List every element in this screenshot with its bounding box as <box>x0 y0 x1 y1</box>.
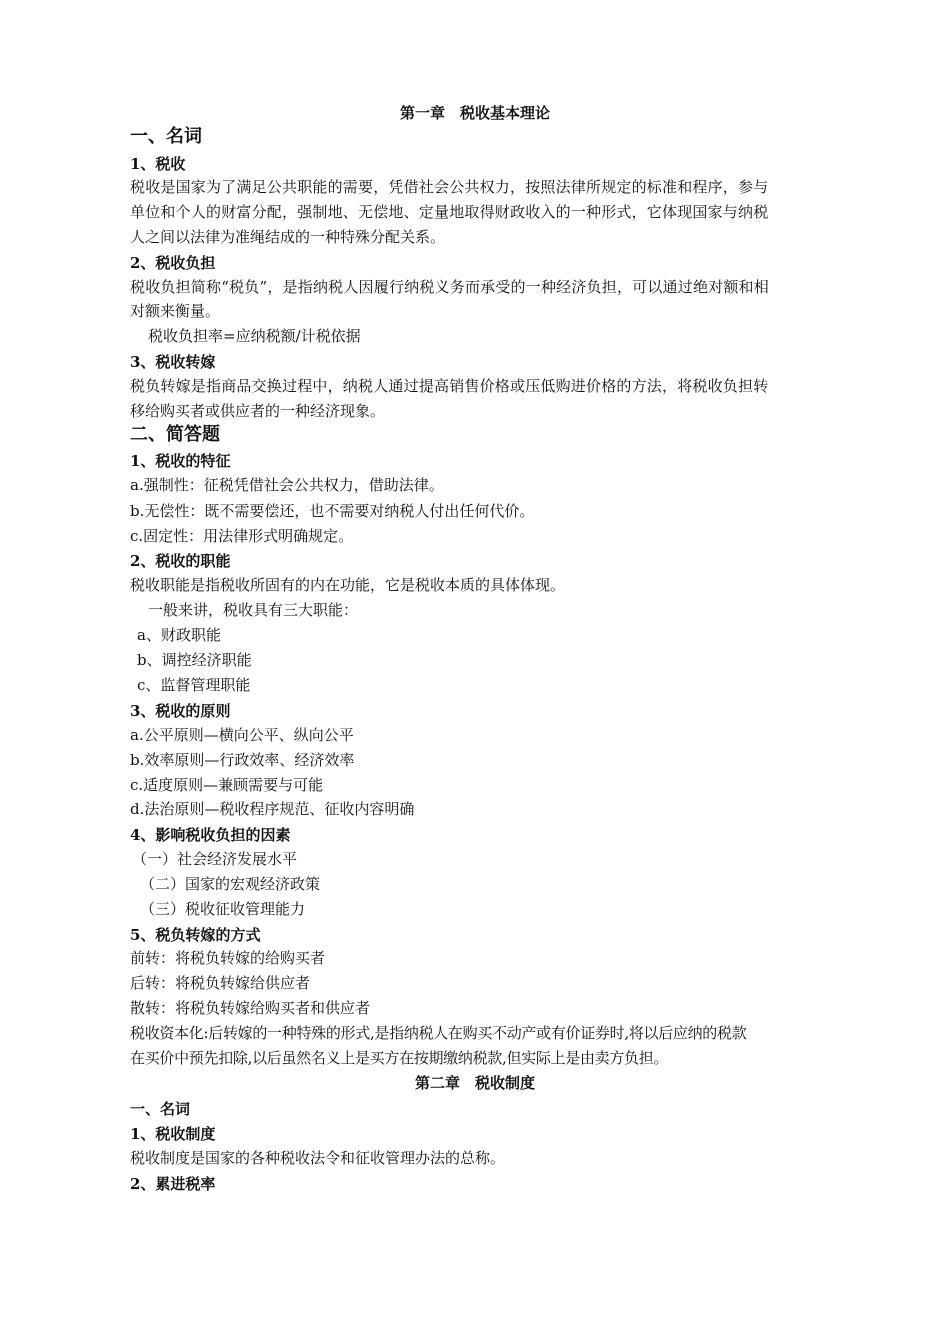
paragraph-line: 税收制度是国家的各种税收法令和征收管理办法的总称。 <box>130 1149 506 1167</box>
chapter-2-title: 第二章 税收制度 <box>414 1074 535 1092</box>
list-item: （三）税收征收管理能力 <box>140 900 306 918</box>
list-item: c、监督管理职能 <box>137 676 251 694</box>
list-item: b.效率原则—行政效率、经济效率 <box>130 751 355 769</box>
paragraph-line: 在买价中预先扣除,以后虽然名义上是买方在按期缴纳税款,但实际上是由卖方负担。 <box>130 1049 669 1067</box>
list-item: a、财政职能 <box>137 626 221 644</box>
list-item: （一）社会经济发展水平 <box>132 850 298 868</box>
paragraph-line: 税收资本化:后转嫁的一种特殊的形式,是指纳税人在购买不动产或有价证券时,将以后应纳的税款 <box>130 1024 747 1042</box>
term-heading-progressive-rate: 2、累进税率 <box>130 1175 216 1193</box>
list-item: b.无偿性：既不需要偿还，也不需要对纳税人付出任何代价。 <box>130 502 535 520</box>
paragraph-line: 税负转嫁是指商品交换过程中，纳税人通过提高销售价格或压低购进价格的方法，将税收负担转 <box>130 377 769 395</box>
paragraph-line: 一般来讲，税收具有三大职能： <box>148 601 359 619</box>
list-item: d.法治原则—税收程序规范、征收内容明确 <box>130 800 415 818</box>
list-item: 散转：将税负转嫁给购买者和供应者 <box>130 999 371 1017</box>
formula-line: 税收负担率=应纳税额/计税依据 <box>148 327 361 345</box>
section-heading-short-answer: 二、简答题 <box>130 424 220 445</box>
list-item: a.公平原则—横向公平、纵向公平 <box>130 726 354 744</box>
paragraph-line: 单位和个人的财富分配，强制地、无偿地、定量地取得财政收入的一种形式，它体现国家与纳税 <box>130 203 769 221</box>
chapter-1-title: 第一章 税收基本理论 <box>399 104 550 122</box>
list-item: a.强制性：征税凭借社会公共权力，借助法律。 <box>130 476 444 494</box>
question-heading-burden-factors: 4、影响税收负担的因素 <box>130 826 291 844</box>
question-heading-tax-principles: 3、税收的原则 <box>130 702 231 720</box>
list-item: 前转：将税负转嫁的给购买者 <box>130 949 326 967</box>
section-heading-terms: 一、名词 <box>130 1100 191 1118</box>
paragraph-line: 税收是国家为了满足公共职能的需要，凭借社会公共权力，按照法律所规定的标准和程序，参与 <box>130 178 769 196</box>
list-item: c.适度原则—兼顾需要与可能 <box>130 776 324 794</box>
question-heading-tax-features: 1、税收的特征 <box>130 452 231 470</box>
paragraph-line: 对额来衡量。 <box>130 302 221 320</box>
question-heading-shifting-methods: 5、税负转嫁的方式 <box>130 926 261 944</box>
paragraph-line: 移给购买者或供应者的一种经济现象。 <box>130 402 386 420</box>
section-heading-terms: 一、名词 <box>130 126 202 147</box>
term-heading-tax-shifting: 3、税收转嫁 <box>130 353 216 371</box>
list-item: 后转：将税负转嫁给供应者 <box>130 974 311 992</box>
term-heading-tax: 1、税收 <box>130 155 186 173</box>
paragraph-line: 税收职能是指税收所固有的内在功能，它是税收本质的具体体现。 <box>130 576 566 594</box>
list-item: （二）国家的宏观经济政策 <box>140 875 321 893</box>
term-heading-tax-burden: 2、税收负担 <box>130 254 216 272</box>
question-heading-tax-functions: 2、税收的职能 <box>130 552 231 570</box>
paragraph-line: 人之间以法律为准绳结成的一种特殊分配关系。 <box>130 228 446 246</box>
term-heading-tax-system: 1、税收制度 <box>130 1125 216 1143</box>
list-item: c.固定性：用法律形式明确规定。 <box>130 527 354 545</box>
paragraph-line: 税收负担简称“税负”，是指纳税人因履行纳税义务而承受的一种经济负担，可以通过绝对额和相 <box>130 278 769 296</box>
list-item: b、调控经济职能 <box>137 651 252 669</box>
